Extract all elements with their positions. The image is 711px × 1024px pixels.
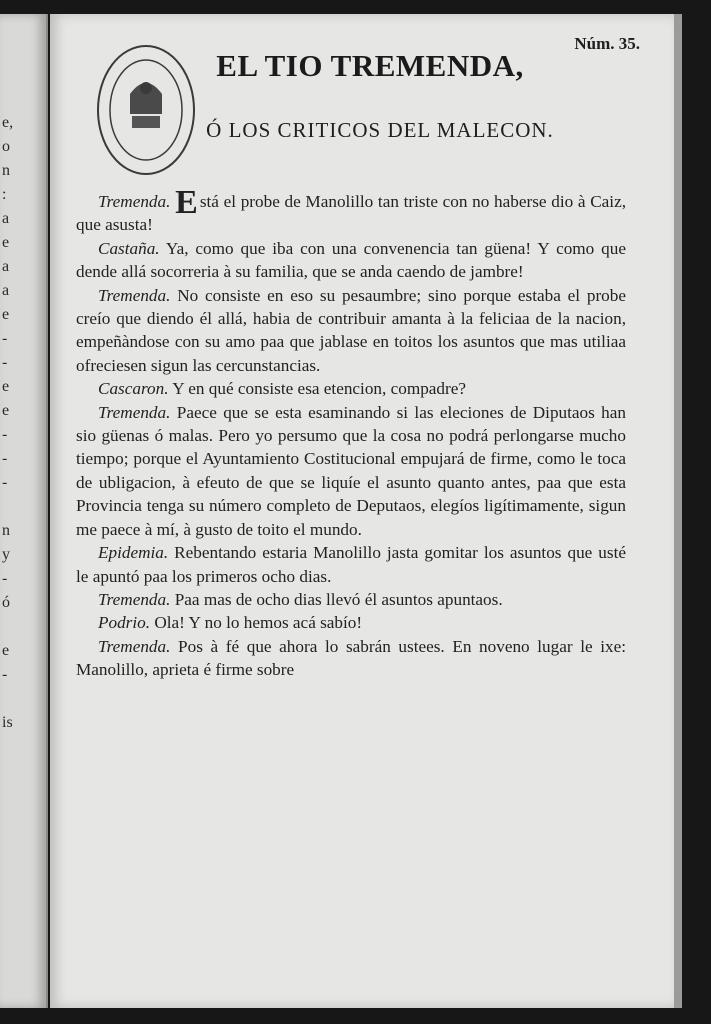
speaker-name: Tremenda.: [98, 636, 171, 656]
paragraph-text: Ya, como que iba con una convenencia tan güena! Y como que dende allá socorreria à su familia, que se anda caendo de jambre!: [76, 238, 626, 282]
speaker-name: Podrio.: [98, 613, 151, 633]
left-page-fragment: :: [2, 186, 7, 203]
left-page-fragment: y: [2, 546, 10, 563]
left-page-fragment: ó: [2, 594, 10, 611]
left-page-fragment: -: [2, 330, 8, 347]
left-page-fragment: -: [2, 570, 8, 587]
left-page-fragment: a: [2, 282, 10, 299]
left-page-fragment: -: [2, 354, 8, 371]
newspaper-title: EL TIO TREMENDA,: [216, 48, 524, 83]
left-page-fragment: n: [2, 522, 10, 539]
paragraph-text: Paece que se esta esaminando si las eleciones de Diputaos han sio güenas ó malas. Pero yo persumo que la cosa no podrá perlongarse mucho tiempo; porque el Ayuntamiento Costitucional empujará de firme, como le toca de ubligacion, à efeuto de que se liquíe el asunto quanto antes, paa que esta Provincia tenga su número completo de Deputaos, elegíos ligítimamente, sigun me paece à mí, à gusto de toito el mundo.: [76, 402, 626, 539]
dialogue-paragraph: [76, 284, 626, 378]
dialogue-paragraph: [76, 237, 626, 284]
speaker-name: Epidemia.: [98, 543, 169, 563]
left-page-fragment: e: [2, 402, 10, 419]
issue-number: Núm. 35.: [574, 34, 640, 53]
page-edge: [674, 14, 682, 1008]
left-page-fragment: -: [2, 426, 8, 443]
left-page-fragment: e,: [2, 114, 14, 131]
speaker-name: Cascaron.: [98, 379, 169, 399]
left-page-fragment: is: [2, 714, 13, 731]
paragraph-text: Ola! Y no lo hemos acá sabío!: [154, 613, 363, 633]
dialogue-paragraph: [76, 184, 627, 237]
dialogue-paragraph: [76, 377, 626, 400]
left-page-fragment: e: [2, 306, 10, 323]
speaker-name: Tremenda.: [98, 589, 171, 609]
left-page-fragment: o: [2, 138, 10, 155]
left-page-fragment: -: [2, 450, 8, 467]
speaker-name: Tremenda.: [98, 192, 171, 211]
left-page-edge: [0, 14, 48, 1008]
left-page-fragment: n: [2, 162, 10, 179]
left-page-fragment: -: [2, 666, 8, 683]
document-page: [50, 14, 674, 1008]
drop-cap: E: [175, 184, 198, 221]
article-body: [76, 184, 627, 682]
left-page-fragment: e: [2, 234, 10, 251]
dialogue-paragraph: [76, 401, 626, 541]
speaker-name: Tremenda.: [98, 402, 171, 422]
dialogue-paragraph: [76, 635, 626, 682]
left-page-fragment: a: [2, 258, 10, 275]
paragraph-text: No consiste en eso su pesaumbre; sino porque estaba el probe creío que diendo él allá, habia de contribuir amanta à la feliciaa de la nacion, empeñàndose con su amo paa que jablase en toitos los asuntos que mas utiliaa ofreciesen sigun las cercunstancias.: [76, 285, 626, 375]
paragraph-text: Rebentando estaria Manolillo jasta gomitar los asuntos que usté le apuntó paa los primeros ocho dias.: [76, 543, 626, 586]
left-page-fragment: e: [2, 642, 10, 659]
dialogue-paragraph: [76, 541, 626, 588]
left-page-fragment: -: [2, 474, 8, 491]
speaker-name: Castaña.: [98, 238, 160, 258]
left-page-fragment: e: [2, 378, 10, 395]
paragraph-text: Pos à fé que ahora lo sabrán ustees. En noveno lugar le ixe: Manolillo, aprieta é firme sobre: [76, 636, 627, 680]
dialogue-paragraph: [76, 588, 626, 611]
paragraph-text: stá el probe de Manolillo tan triste con no haberse dio à Caiz, que asusta!: [76, 192, 627, 235]
paragraph-text: Y en qué consiste esa etencion, compadre?: [172, 379, 467, 399]
newspaper-subtitle: Ó LOS CRITICOS DEL MALECON.: [206, 118, 554, 142]
paragraph-text: Paa mas de ocho dias llevó él asuntos apuntaos.: [174, 589, 503, 609]
left-page-fragment: a: [2, 210, 10, 227]
dialogue-paragraph: [76, 611, 626, 634]
speaker-name: Tremenda.: [98, 285, 171, 305]
